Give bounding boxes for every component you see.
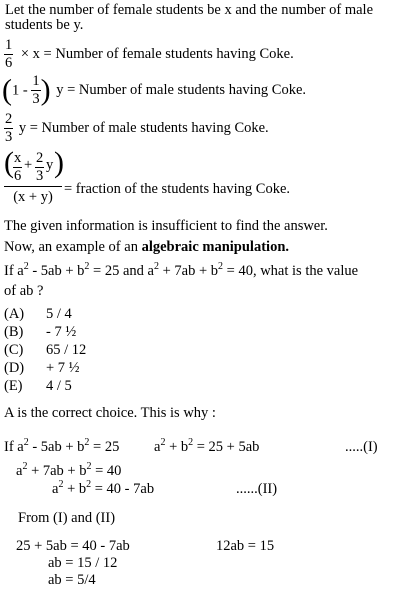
option-letter: (B) xyxy=(4,324,24,340)
fraction-denominator: (x + y) xyxy=(13,189,53,205)
superscript: 2 xyxy=(188,437,194,448)
q-text: If a xyxy=(4,263,24,279)
left-paren: ( xyxy=(2,73,12,107)
option-d xyxy=(4,361,24,376)
option-a xyxy=(4,307,24,322)
option-value: - 7 ½ xyxy=(46,324,77,340)
fraction-top xyxy=(4,148,62,184)
fraction-numerator: x xyxy=(13,151,22,168)
work-row-5: ab = 15 / 12 xyxy=(48,555,118,571)
fraction-numerator: 2 xyxy=(35,151,44,168)
right-paren: ) xyxy=(40,73,51,107)
fraction-denominator: 6 xyxy=(14,168,22,185)
question-line-1 xyxy=(4,261,359,279)
superscript: 2 xyxy=(84,437,90,448)
example-heading xyxy=(4,240,289,255)
example-bold: algebraic manipulation. xyxy=(141,239,290,255)
equation-text: y = Number of male students having Coke. xyxy=(56,82,307,99)
superscript: 2 xyxy=(86,479,92,490)
superscript: 2 xyxy=(218,261,224,272)
question-line-2: of ab ? xyxy=(4,283,44,299)
q-text: - 5ab + b xyxy=(28,263,85,279)
equation-tag-ii: ......(II) xyxy=(236,481,278,497)
fraction-one-sixth xyxy=(4,38,13,71)
superscript: 2 xyxy=(58,479,64,490)
option-value: + 7 ½ xyxy=(46,360,80,376)
fraction-denominator: 3 xyxy=(36,168,44,185)
w-text: - 5ab + b xyxy=(28,439,85,455)
equation-female-coke xyxy=(4,38,294,71)
option-letter: (A) xyxy=(4,306,25,322)
fraction-two-thirds xyxy=(35,151,44,184)
superscript: 2 xyxy=(86,461,92,472)
equation-male-coke-expanded xyxy=(2,74,306,107)
option-value: 5 / 4 xyxy=(46,306,72,322)
work-row-1 xyxy=(4,437,120,455)
option-c xyxy=(4,343,23,358)
q-text: = 40, what is the value xyxy=(223,263,359,279)
w-text: = 40 xyxy=(91,463,122,479)
fraction-two-thirds xyxy=(4,112,13,145)
option-letter: (E) xyxy=(4,378,23,394)
w-text: + b xyxy=(63,481,87,497)
fraction-bar xyxy=(4,186,62,187)
right-paren: ) xyxy=(54,146,64,179)
left-paren: ( xyxy=(4,146,14,179)
fraction-denominator: 3 xyxy=(32,91,40,108)
equation-male-coke xyxy=(4,112,269,145)
equation-text: × x = Number of female students having Coke. xyxy=(20,46,294,63)
superscript: 2 xyxy=(153,261,159,272)
work-row-4-right: 12ab = 15 xyxy=(216,538,275,554)
option-letter: (C) xyxy=(4,342,24,358)
work-row-3 xyxy=(52,479,155,497)
w-text: a xyxy=(16,463,23,479)
work-row-4: 25 + 5ab = 40 - 7ab xyxy=(16,538,130,554)
q-text: + 7ab + b xyxy=(158,263,219,279)
work-row-1-right xyxy=(154,437,260,455)
equation-lead: 1 - xyxy=(12,82,28,99)
work-row-6: ab = 5/4 xyxy=(48,572,96,588)
intro-line-1: Let the number of female students be x and the number of male xyxy=(5,2,374,18)
option-letter: (D) xyxy=(4,360,25,376)
work-row-2 xyxy=(16,461,122,479)
fraction-x-sixth xyxy=(13,151,22,184)
intro-line-2: students be y. xyxy=(5,17,84,33)
equation-text: y = Number of male students having Coke. xyxy=(18,120,269,137)
fraction-denominator: 6 xyxy=(5,55,13,72)
w-text: + b xyxy=(165,439,189,455)
superscript: 2 xyxy=(22,461,28,472)
equation-tag-i: .....(I) xyxy=(345,439,378,455)
option-b xyxy=(4,325,23,340)
equation-text: = fraction of the students having Coke. xyxy=(64,181,291,197)
w-text: = 40 - 7ab xyxy=(91,481,155,497)
option-e xyxy=(4,379,23,394)
fraction-one-third xyxy=(31,74,40,107)
answer-statement: A is the correct choice. This is why : xyxy=(4,405,216,421)
fraction-numerator: 1 xyxy=(31,74,40,91)
w-text: If a xyxy=(4,439,24,455)
plus-sign: + xyxy=(24,157,33,173)
w-text: = 25 + 5ab xyxy=(193,439,260,455)
from-statement: From (I) and (II) xyxy=(18,510,116,526)
option-value: 4 / 5 xyxy=(46,378,72,394)
fraction-numerator: 2 xyxy=(4,112,13,129)
fraction-denominator: 3 xyxy=(5,129,13,146)
example-prefix: Now, an example of an xyxy=(4,239,142,255)
option-value: 65 / 12 xyxy=(46,342,87,358)
fraction-numerator: 1 xyxy=(4,38,13,55)
superscript: 2 xyxy=(23,261,29,272)
q-text: = 25 and a xyxy=(89,263,154,279)
insufficient-statement: The given information is insufficient to find the answer. xyxy=(4,218,328,234)
superscript: 2 xyxy=(84,261,90,272)
fraction-of-students xyxy=(4,148,62,205)
w-text: a xyxy=(154,439,161,455)
variable-y: y xyxy=(46,157,54,173)
superscript: 2 xyxy=(160,437,166,448)
w-text: = 25 xyxy=(89,439,120,455)
superscript: 2 xyxy=(23,437,29,448)
w-text: + 7ab + b xyxy=(27,463,87,479)
w-text: a xyxy=(52,481,59,497)
